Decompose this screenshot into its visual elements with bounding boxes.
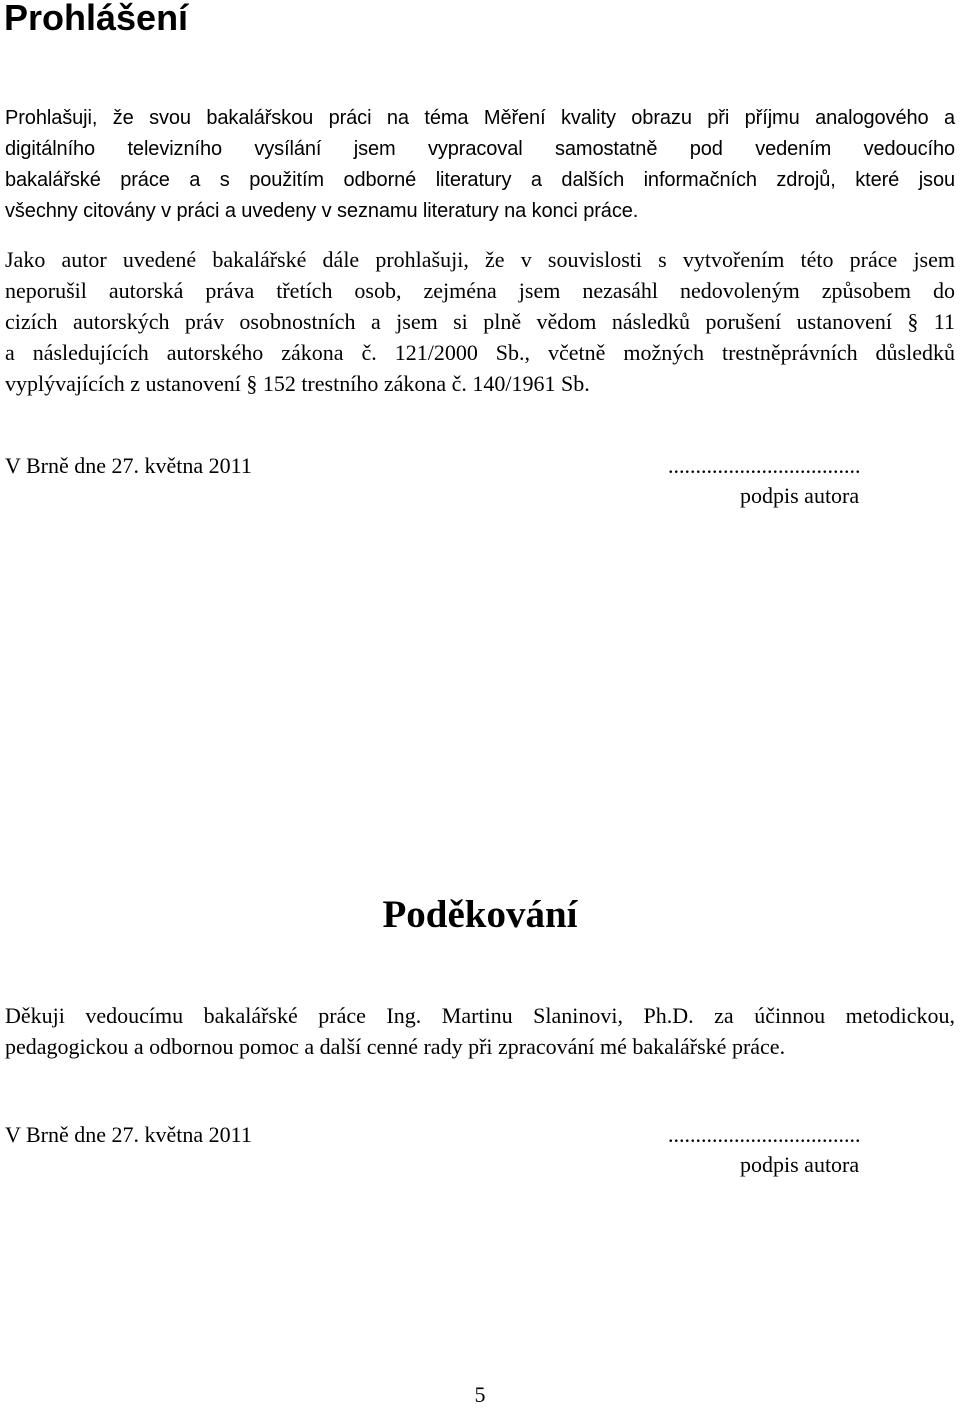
text-line: Prohlašuji, že svou bakalářskou práci na téma Měření kvality obrazu při příjmu analogového a bbox=[5, 107, 955, 129]
acknowledgement-paragraph bbox=[5, 1000, 955, 1062]
acknowledgement-signature-line: ................................... bbox=[668, 1122, 861, 1147]
text-line: bakalářské práce a s použitím odborné literatury a dalších informačních zdrojů, které jsou bbox=[5, 169, 955, 191]
declaration-signature-label: podpis autora bbox=[740, 483, 860, 508]
acknowledgement-place-date: V Brně dne 27. května 2011 bbox=[5, 1122, 252, 1147]
declaration-place-date: V Brně dne 27. května 2011 bbox=[5, 453, 252, 478]
text-line: neporušil autorská práva třetích osob, zejména jsem nezasáhl nedovoleným způsobem do bbox=[5, 278, 955, 303]
text-line: Jako autor uvedené bakalářské dále prohlašuji, že v souvislosti s vytvořením této práce jsem bbox=[5, 247, 955, 272]
text-line: pedagogickou a odbornou pomoc a další cenné rady při zpracování mé bakalářské práce. bbox=[5, 1034, 786, 1059]
text-line: digitálního televizního vysílání jsem vypracoval samostatně pod vedením vedoucího bbox=[5, 138, 955, 160]
text-line: všechny citovány v práci a uvedeny v seznamu literatury na konci práce. bbox=[5, 200, 639, 222]
acknowledgement-heading: Poděkování bbox=[382, 893, 578, 936]
declaration-paragraph-2 bbox=[5, 244, 955, 399]
text-line: cizích autorských práv osobnostních a jsem si plně vědom následků porušení ustanovení § 11 bbox=[5, 309, 955, 334]
declaration-paragraph-1 bbox=[5, 103, 955, 227]
declaration-signature-line: ................................... bbox=[668, 453, 861, 478]
acknowledgement-signature-label: podpis autora bbox=[740, 1152, 860, 1177]
text-line: a následujících autorského zákona č. 121/2000 Sb., včetně možných trestněprávních důsledků bbox=[5, 340, 955, 365]
declaration-heading: Prohlášení bbox=[4, 0, 189, 38]
text-line: vyplývajících z ustanovení § 152 trestního zákona č. 140/1961 Sb. bbox=[5, 371, 590, 396]
page-number: 5 bbox=[474, 1382, 486, 1407]
text-line: Děkuji vedoucímu bakalářské práce Ing. Martinu Slaninovi, Ph.D. za účinnou metodickou, bbox=[5, 1003, 955, 1028]
